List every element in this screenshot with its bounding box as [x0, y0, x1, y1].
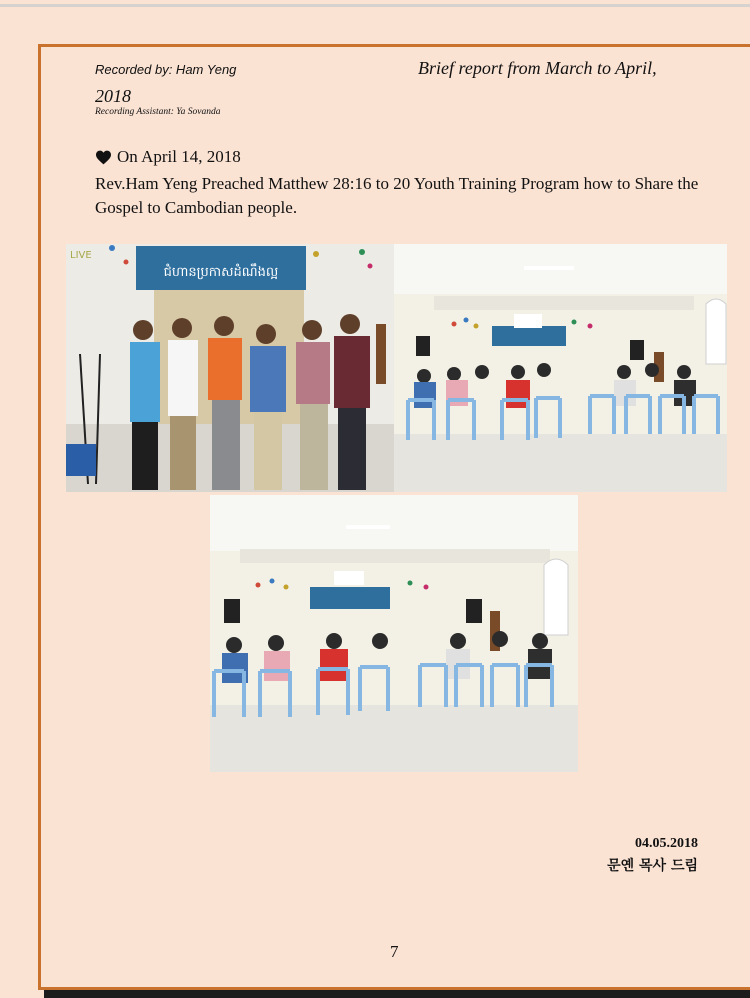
page-shadow	[44, 990, 750, 998]
audience-photo-center	[210, 495, 578, 772]
signature-date: 04.05.2018	[635, 836, 698, 851]
top-rule	[0, 4, 750, 7]
wall-letters: LIVE	[70, 250, 92, 261]
banner-text: ជំហានប្រកាសដំណឹងល្អ	[163, 265, 279, 280]
entry-date: On April 14, 2018	[117, 147, 241, 166]
entry-date-line	[95, 147, 241, 167]
recorded-by: Recorded by: Ham Yeng	[95, 62, 237, 77]
group-photo	[66, 244, 394, 492]
report-title: Brief report from March to April,	[418, 58, 657, 78]
signature-name: 문옌 목사 드림	[607, 858, 698, 874]
page-number: 7	[390, 942, 399, 961]
audience-photo-wide	[394, 244, 727, 492]
heart-icon	[95, 150, 112, 165]
report-title-year: 2018	[95, 86, 131, 106]
entry-description: Rev.Ham Yeng Preached Matthew 28:16 to 20 Youth Training Program how to Share the Gospel to Cambodian people.	[95, 174, 699, 217]
recording-assistant: Recording Assistant: Ya Sovanda	[95, 107, 221, 117]
